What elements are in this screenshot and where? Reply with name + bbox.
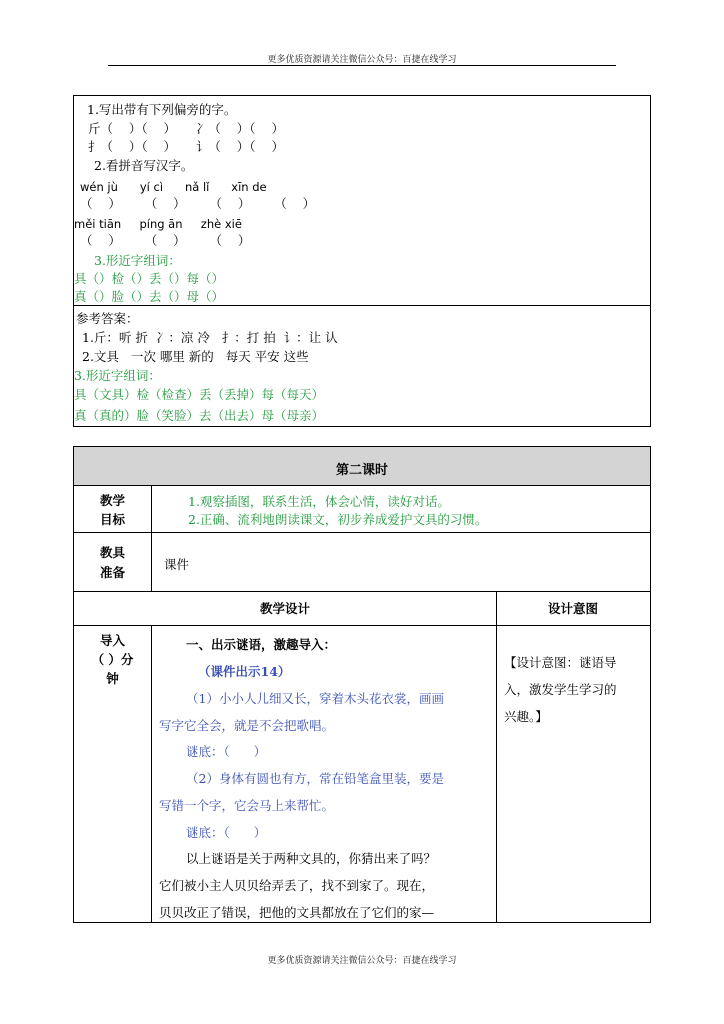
q3-title: 3.形近字组词：	[94, 253, 181, 268]
q3-row1: 具（）检（）丢（）每（）	[74, 271, 225, 286]
answers-title: 参考答案：	[76, 311, 139, 326]
header-divider	[108, 65, 616, 66]
design-header: 教学设计	[259, 601, 310, 616]
goal-1: 1.观察插图，联系生活，体会心情，读好对话。	[188, 494, 450, 509]
intro-label-3: 钟	[106, 671, 119, 686]
col-divider	[151, 485, 152, 591]
intent-line-3: 兴趣。】	[504, 709, 548, 724]
riddle-2-line-1: （2）身体有圆也有方，常在铅笔盒里装，要是	[186, 771, 444, 786]
lesson-table	[73, 446, 651, 923]
goal-label-2: 目标	[99, 512, 125, 527]
riddle-2-line-2: 写错一个字，它会马上来帮忙。	[159, 798, 335, 813]
tools-value: 课件	[164, 557, 190, 572]
courseware-note: （课件出示14）	[198, 664, 291, 679]
intent-line-2: 入，激发学生学习的	[504, 682, 617, 697]
q2-pinyin1: wén jù yí cì nǎ lǐ xīn de	[80, 180, 267, 194]
q2-title: 2.看拼音写汉字。	[94, 158, 194, 173]
q2-blanks1: （ ） （ ） （ ） （ ）	[80, 196, 316, 211]
lesson-title: 第二课时	[335, 463, 388, 478]
body-line-2: 它们被小主人贝贝给弄丢了，找不到家了。现在，	[159, 878, 435, 893]
riddle-2-answer: 谜底：（ ）	[186, 825, 267, 840]
tools-label-2: 准备	[99, 565, 125, 580]
q1-row1: 斤（ ）（ ） 冫（ ）（ ）	[88, 121, 284, 136]
answer-3-row1: 具（文具）检（检查）丢（丢掉）每（每天）	[74, 387, 325, 402]
intro-label-2: （ ）分	[91, 652, 134, 667]
row-divider	[74, 485, 650, 486]
col-divider	[496, 591, 497, 922]
tools-label-1: 教具	[99, 545, 125, 560]
body-line-1: 以上谜语是关于两种文具的，你猜出来了吗？	[186, 851, 437, 866]
q2-blanks2: （ ） （ ） （ ）	[80, 233, 251, 248]
body-line-3: 贝贝改正了错误，把他的文具都放在了它们的家—	[159, 905, 435, 920]
goal-label-1: 教学	[99, 493, 125, 508]
answer-3-title: 3.形近字组词：	[74, 368, 161, 383]
riddle-1-line-2: 写字它全会，就是不会把歌唱。	[159, 718, 335, 733]
q3-row2: 真（）脸（）去（）母（）	[74, 289, 225, 304]
q1-title: 1.写出带有下列偏旁的字。	[87, 102, 237, 117]
page-footer: 更多优质资源请关注微信公众号：百捷在线学习	[267, 956, 457, 966]
exercise-table	[73, 95, 651, 427]
riddle-1-answer: 谜底：（ ）	[186, 744, 267, 759]
answer-2: 2.文具 一次 哪里 新的 每天 平安 这些	[82, 349, 309, 364]
row-divider	[74, 625, 650, 626]
riddle-1-line-1: （1）小小人儿细又长，穿着木头花衣裳，画画	[186, 691, 444, 706]
row-divider	[74, 532, 650, 533]
q2-pinyin2: měi tiān píng ān zhè xiē	[74, 217, 242, 231]
section-title: 一、出示谜语，激趣导入：	[186, 637, 337, 652]
intent-line-1: 【设计意图：谜语导	[504, 655, 617, 670]
col-divider	[151, 625, 152, 922]
answer-divider	[74, 305, 650, 306]
intent-header: 设计意图	[547, 601, 598, 616]
goal-2: 2.正确、流利地朗读课文，初步养成爱护文具的习惯。	[188, 512, 488, 527]
q1-row2: 扌（ ）（ ） 讠（ ）（ ）	[88, 139, 284, 154]
page-header: 更多优质资源请关注微信公众号：百捷在线学习	[267, 55, 457, 65]
intro-label-1: 导入	[99, 633, 125, 648]
answer-1: 1.斤：听 折 冫：凉 冷 扌：打 拍 讠：让 认	[82, 330, 338, 345]
row-divider	[74, 591, 650, 592]
answer-3-row2: 真（真的）脸（笑脸）去（出去）母（母亲）	[74, 408, 325, 423]
